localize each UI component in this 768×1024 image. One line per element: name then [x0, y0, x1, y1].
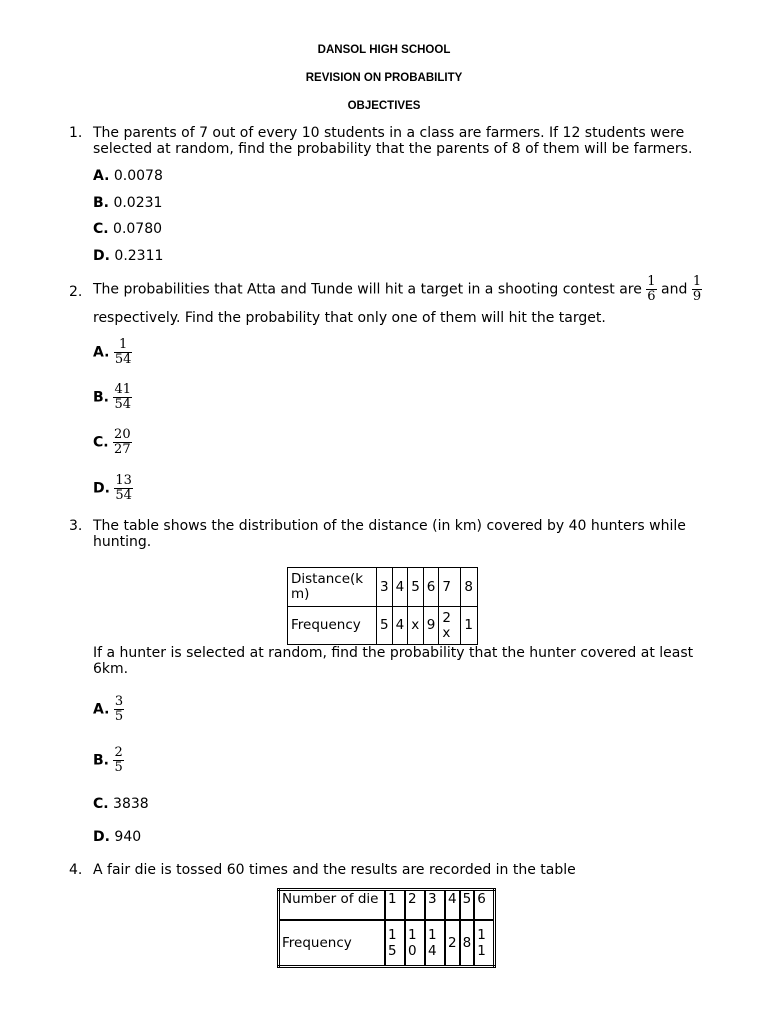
fraction — [113, 428, 132, 457]
table-cell: 3 — [425, 890, 445, 921]
option-value: 940 — [114, 829, 142, 845]
question-4-text: A fair die is tossed 60 times and the results are recorded in the table — [93, 862, 576, 878]
option-letter: B. — [93, 389, 109, 406]
table-cell: 5 — [408, 568, 424, 607]
table-row — [288, 607, 478, 645]
fraction-numerator: 3 — [114, 694, 124, 709]
section-title: OBJECTIVES — [347, 100, 421, 112]
fraction-denominator: 54 — [114, 352, 132, 367]
fraction-denominator: 54 — [115, 488, 132, 503]
question-2-text-b: respectively. Find the probability that only one of them will hit the target. — [93, 310, 606, 326]
die-frequency-table — [277, 888, 496, 968]
option-value: 0.0231 — [113, 195, 163, 211]
question-2-option-a — [93, 338, 132, 367]
table-header-cell: Distance(k m) — [288, 568, 377, 607]
fraction — [114, 338, 133, 367]
question-3-option-a — [93, 695, 124, 724]
table-header-cell: Number of die — [279, 890, 386, 921]
fraction-numerator: 20 — [114, 427, 131, 442]
option-letter: B. — [93, 752, 109, 769]
table-cell: 8 — [461, 568, 478, 607]
fraction — [692, 275, 702, 304]
question-2-number: 2. — [69, 284, 83, 300]
table-cell: 2 x — [439, 607, 461, 645]
fraction — [114, 695, 124, 724]
table-cell: 4 — [392, 568, 408, 607]
table-cell: 6 — [423, 568, 439, 607]
worksheet-title: REVISION ON PROBABILITY — [305, 72, 463, 84]
table-header-cell: Frequency — [279, 920, 386, 967]
question-2-option-d — [93, 474, 133, 503]
question-2-option-b — [93, 383, 132, 412]
table-cell: 3 — [377, 568, 393, 607]
option-letter: D. — [93, 480, 110, 497]
table-cell: 6 — [474, 890, 495, 921]
option-letter: D. — [93, 248, 110, 264]
table-cell: 1 1 — [477, 927, 486, 959]
table-cell: 1 4 — [425, 920, 445, 967]
question-3-option-c — [93, 796, 149, 812]
table-cell: 7 — [439, 568, 461, 607]
table-cell: 2 — [405, 890, 425, 921]
fraction-numerator: 13 — [115, 473, 132, 488]
fraction-denominator: 27 — [114, 442, 131, 457]
question-2-text-line1 — [93, 275, 702, 304]
table-cell: x — [408, 607, 424, 645]
school-name: DANSOL HIGH SCHOOL — [317, 44, 451, 56]
question-1-option-a — [93, 168, 163, 184]
table-cell: 8 — [460, 920, 475, 967]
option-value: 0.0780 — [113, 221, 163, 237]
table-cell: 1 0 — [405, 920, 425, 967]
question-3-option-d — [93, 829, 141, 845]
table-cell: 4 — [392, 607, 408, 645]
fraction — [114, 474, 133, 503]
question-3-followup: If a hunter is selected at random, find the probability that the hunter covered at least 6km. — [93, 645, 694, 677]
fraction-numerator: 1 — [119, 337, 128, 352]
question-1-option-d — [93, 248, 163, 264]
option-value: 3838 — [113, 796, 149, 812]
question-1-option-b — [93, 195, 162, 211]
table-cell: 1 — [461, 607, 478, 645]
table-cell: 1 5 — [385, 920, 405, 967]
fraction-denominator: 5 — [114, 709, 124, 724]
option-letter: A. — [93, 168, 110, 184]
option-letter: B. — [93, 195, 109, 211]
question-1-option-c — [93, 221, 162, 237]
fraction-denominator: 6 — [647, 289, 656, 304]
question-3-option-b — [93, 746, 124, 775]
question-4-number: 4. — [69, 862, 83, 878]
option-letter: C. — [93, 796, 109, 812]
option-letter: C. — [93, 434, 109, 451]
option-letter: A. — [93, 344, 110, 361]
table-cell: 1 — [385, 890, 405, 921]
fraction-denominator: 54 — [114, 397, 131, 412]
question-1-number: 1. — [69, 125, 83, 141]
table-row — [279, 890, 495, 921]
question-1-text: The parents of 7 out of every 10 students in a class are farmers. If 12 students were selected at random, find the probability that the parents of 8 of them will be farmers. — [93, 125, 693, 157]
table-cell: 4 — [445, 890, 460, 921]
table-cell: 5 — [460, 890, 475, 921]
fraction — [113, 383, 132, 412]
fraction — [646, 275, 656, 304]
question-3-text: The table shows the distribution of the distance (in km) covered by 40 hunters while hunting. — [93, 518, 686, 550]
conjunction: and — [661, 281, 688, 298]
option-letter: D. — [93, 829, 110, 845]
table-cell: 5 — [377, 607, 393, 645]
fraction-denominator: 5 — [114, 760, 123, 775]
table-cell: 2 — [445, 920, 460, 967]
distance-frequency-table — [287, 567, 478, 645]
fraction-numerator: 1 — [692, 274, 702, 289]
fraction-denominator: 9 — [692, 289, 702, 304]
table-row — [288, 568, 478, 607]
option-value: 0.2311 — [114, 248, 164, 264]
question-3-number: 3. — [69, 518, 83, 534]
fraction-numerator: 2 — [114, 745, 123, 760]
option-letter: A. — [93, 701, 110, 718]
fraction-numerator: 41 — [114, 382, 131, 397]
option-value: 0.0078 — [113, 168, 163, 184]
option-letter: C. — [93, 221, 109, 237]
question-2-text-a: The probabilities that Atta and Tunde will hit a target in a shooting contest are — [93, 281, 642, 298]
question-2-option-c — [93, 428, 132, 457]
table-cell: 9 — [423, 607, 439, 645]
fraction-numerator: 1 — [647, 274, 656, 289]
fraction — [113, 746, 123, 775]
table-row — [279, 920, 495, 967]
table-header-cell: Frequency — [288, 607, 377, 645]
